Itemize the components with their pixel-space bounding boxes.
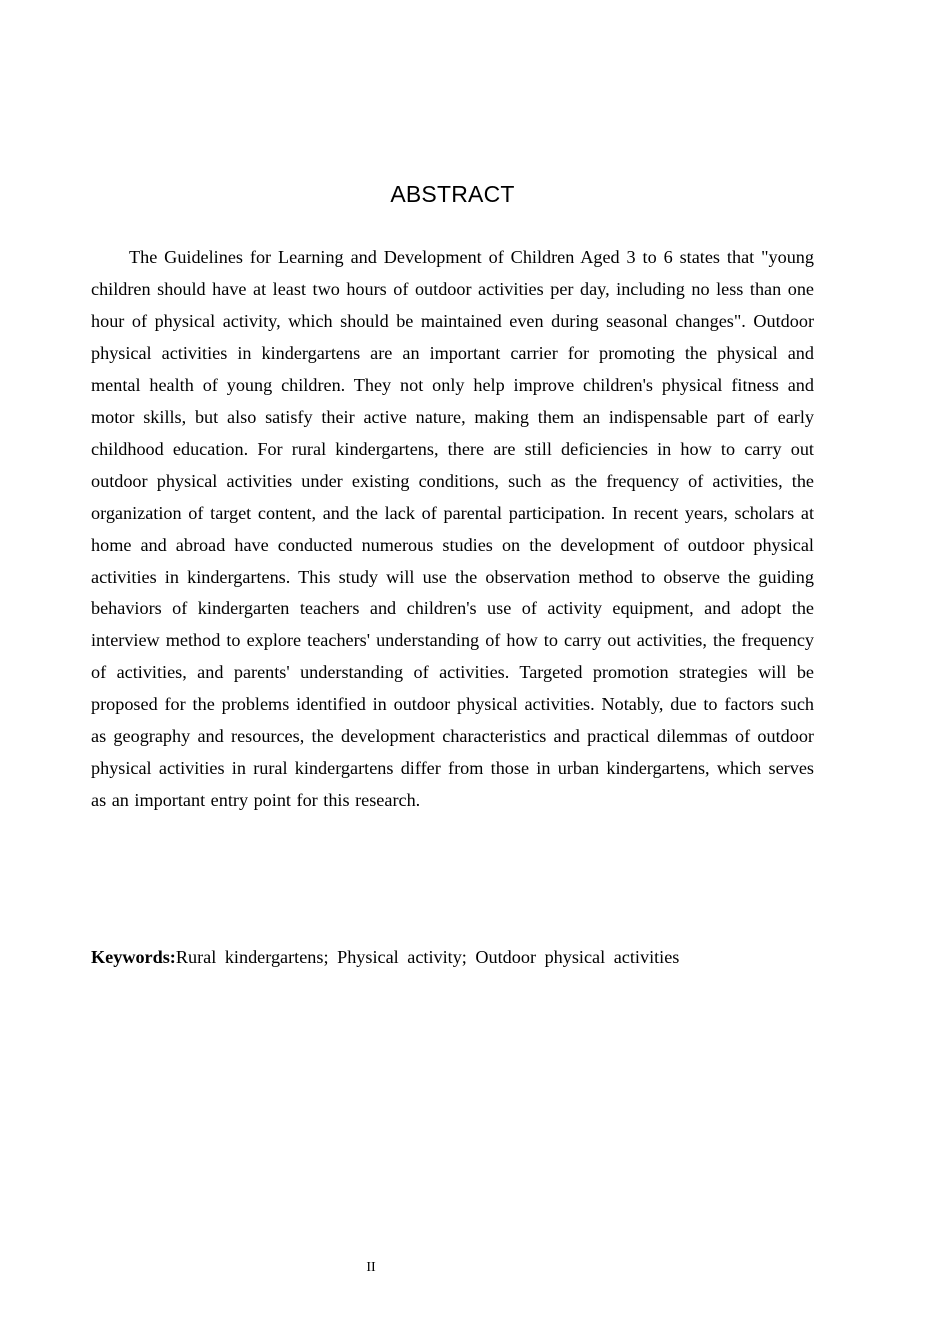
keywords-label: Keywords:: [91, 947, 176, 967]
keywords-value: Rural kindergartens; Physical activity; Outdoor physical activities: [175, 947, 680, 967]
page-number: II: [366, 1260, 376, 1275]
keywords-line: [91, 942, 814, 972]
abstract-title: ABSTRACT: [390, 181, 515, 207]
abstract-body: The Guidelines for Learning and Development of Children Aged 3 to 6 states that "young children should have at least two hours of outdoor activities per day, including no less than one hour of physical activity, which should be maintained even during seasonal changes". Outdoor physical activities in kindergartens are an important carrier for promoting the physical and mental health of young children. They not only help improve children's physical fitness and motor skills, but also satisfy their active nature, making them an indispensable part of early childhood education. For rural kindergartens, there are still deficiencies in how to carry out outdoor physical activities under existing conditions, such as the frequency of activities, the organization of target content, and the lack of parental participation. In recent years, scholars at home and abroad have conducted numerous studies on the development of outdoor physical activities in kindergartens. This study will use the observation method to observe the guiding behaviors of kindergarten teachers and children's use of activity equipment, and adopt the interview method to explore teachers' understanding of how to carry out activities, the frequency of activities, and parents' understanding of activities. Targeted promotion strategies will be proposed for the problems identified in outdoor physical activities. Notably, due to factors such as geography and resources, the development characteristics and practical dilemmas of outdoor physical activities in rural kindergartens differ from those in urban kindergartens, which serves as an important entry point for this research.: [91, 247, 814, 811]
